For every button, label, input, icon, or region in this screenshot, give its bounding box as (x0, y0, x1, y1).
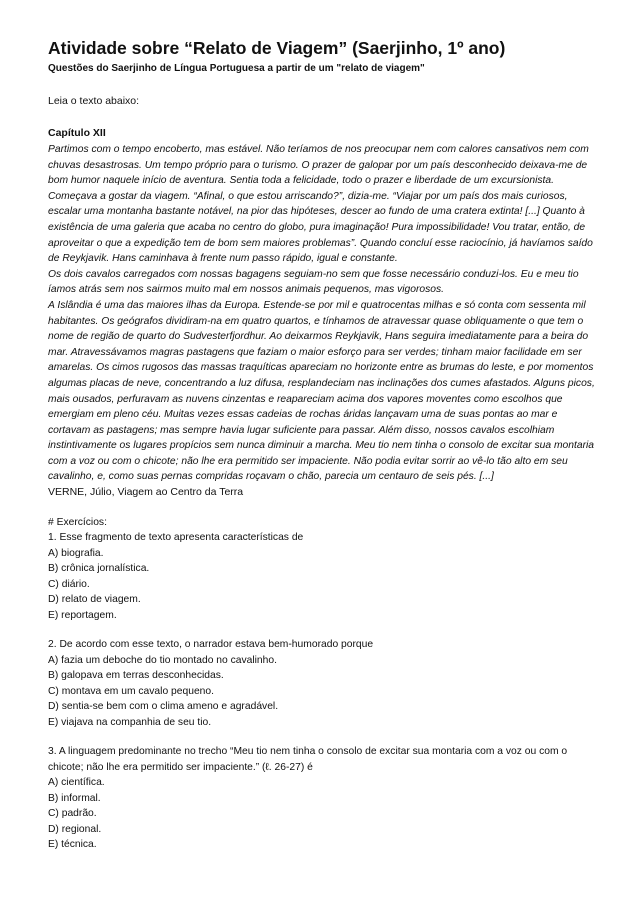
answer-option: A) fazia um deboche do tio montado no cavalinho. (48, 654, 277, 666)
answer-option: A) biografia. (48, 547, 104, 559)
answer-option: E) reportagem. (48, 609, 117, 621)
answer-option: D) relato de viagem. (48, 594, 141, 606)
question-2 (48, 637, 598, 730)
question-stem: 3. A linguagem predominante no trecho “Meu tio nem tinha o consolo de excitar sua montaria com a voz ou com o chicote; não lhe era permitido ser impaciente.” (ℓ. 26-27) é (48, 746, 568, 773)
answer-options (48, 546, 598, 624)
answer-option: A) científica. (48, 777, 105, 789)
answer-option: B) galopava em terras desconhecidas. (48, 670, 224, 682)
exercises-header: # Exercícios: (48, 516, 107, 528)
answer-options (48, 653, 598, 731)
question-stem: 2. De acordo com esse texto, o narrador estava bem-humorado porque (48, 639, 374, 651)
story-text (48, 142, 598, 485)
answer-option: D) regional. (48, 823, 102, 835)
story-paragraph: A Islândia é uma das maiores ilhas da Europa. Estende-se por mil e quatrocentas milhas e só conta com sessenta mil habitantes. Os geógrafos dividiram-na em quatro quartos, e tínhamos de atravessar quase obliquamente o que tem o nome de região de quarto do Sudvesterfjordhur. Ao deixarmos Reykjavik, Hans seguira imediatamente para a beira do mar. Atravessávamos magras pastagens que faziam o maior esforço para ser verdes; tinham maior facilidade em ser amarelas. Os cimos rugosos das massas traquíticas apareciam no horizonte entre as brumas do leste, e por momentos algumas placas de neve, concentrando a luz difusa, resplandeciam nas inclinações dos cumes afastados. Alguns picos, mais ousados, perfuravam as nuvens cinzentas e reapareciam acima dos vapores moventes como escolhos que emergiam em pleno céu. Muitas vezes essas cadeias de rochas áridas lançavam uma de suas pontas ao mar e cortavam as pastagens; mas sempre havia lugar suficiente para passar. Além disso, nossos cavalos escolhiam instintivamente os lugares propícios sem nunca diminuir a marcha. Meu tio nem tinha o consolo de excitar sua montaria com a voz ou com o chicote; não lhe era permitido ser impaciente. Não podia evitar sorrir ao vê-lo tão alto em seu cavalinho, e, como suas pernas compridas roçavam o chão, parecia um centauro de seis pés. [...] (48, 299, 595, 483)
story-paragraph: Os dois cavalos carregados com nossas bagagens seguiam-no sem que fosse necessário conduzi-los. Eu e meu tio íamos atrás sem nos sairmos muito mal em nossos animais pequenos, mas vigorosos. (48, 268, 579, 296)
question-3 (48, 744, 598, 853)
answer-option: E) técnica. (48, 839, 97, 851)
answer-options (48, 775, 598, 853)
exercises-section (48, 515, 598, 853)
chapter-heading: Capítulo XII (48, 127, 106, 139)
document-page (48, 38, 598, 867)
story-paragraph: Partimos com o tempo encoberto, mas estável. Não teríamos de nos preocupar nem com calores cansativos nem com chuvas desastrosas. Um tempo próprio para o turismo. O prazer de galopar por um país desconhecido deixava-me de bom humor naquele início de aventura. Sentia toda a felicidade, todo o prazer e liberdade de um excursionista. Começava a gostar da viagem. “Afinal, o que estou arriscando?”, dizia-me. “Viajar por um país dos mais curiosos, escalar uma montanha bastante notável, na pior das hipóteses, descer ao fundo de uma cratera extinta! [...] Quanto à existência de uma galeria que acaba no centro do globo, pura imaginação! Pura impossibilidade! Vou tratar, então, de aproveitar o que a expedição tem de bom sem maiores problemas”. Quando concluí esse raciocínio, já havíamos saído de Reykjavik. Hans caminhava à frente num passo rápido, igual e constante. (48, 144, 593, 265)
question-1 (48, 530, 598, 623)
answer-option: C) padrão. (48, 808, 97, 820)
answer-option: D) sentia-se bem com o clima ameno e agradável. (48, 701, 279, 713)
answer-option: B) informal. (48, 792, 101, 804)
answer-option: B) crônica jornalística. (48, 563, 150, 575)
reading-instruction: Leia o texto abaixo: (48, 95, 140, 107)
answer-option: C) montava em um cavalo pequeno. (48, 685, 214, 697)
source-citation: VERNE, Júlio, Viagem ao Centro da Terra (48, 486, 244, 499)
question-stem: 1. Esse fragmento de texto apresenta características de (48, 532, 304, 544)
document-subtitle: Questões do Saerjinho de Língua Portuguesa a partir de um "relato de viagem" (48, 63, 425, 74)
document-title: Atividade sobre “Relato de Viagem” (Saerjinho, 1º ano) (48, 38, 506, 58)
answer-option: C) diário. (48, 578, 90, 590)
answer-option: E) viajava na companhia de seu tio. (48, 716, 212, 728)
